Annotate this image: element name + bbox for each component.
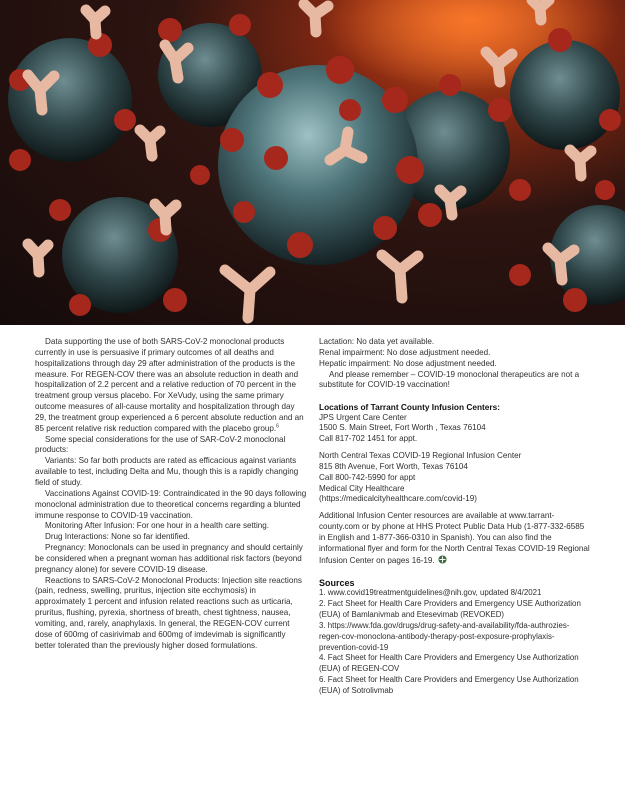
lactation-line: Lactation: No data yet available. xyxy=(319,337,435,346)
source-item: 1. www.covid19treatmentguidelines@nih.gov, updated 8/4/2021 xyxy=(319,588,542,598)
left-column xyxy=(35,337,307,651)
source-item: 3. https://www.fda.gov/drugs/drug-safety-and-availability/fda-authrozies-regen-cov-monoclona-antibody-therapy-post-exposure-prophylaxis-prevention-covid-19 xyxy=(319,620,570,652)
considerations-intro: Some special considerations for the use of SAR-CoV-2 monoclonal products: xyxy=(35,434,286,455)
drug-interactions-paragraph: Drug Interactions: None so far identified. xyxy=(45,532,190,542)
vaccinations-paragraph: Vaccinations Against COVID-19: Contraindicated in the 90 days following monoclonal administration due to theoretical concerns regarding a blunted immune response to COVID-19 vaccination. xyxy=(35,488,307,520)
coronavirus-antibody-illustration xyxy=(0,0,625,325)
right-column xyxy=(319,337,591,697)
jps-name: JPS Urgent Care Center xyxy=(319,412,407,422)
renal-line: Renal impairment: No dose adjustment needed. xyxy=(319,347,491,357)
sources-heading: Sources xyxy=(319,577,355,588)
source-item: 2. Fact Sheet for Health Care Providers and Emergency USE Authorization (EUA) of Bamlanivmab and Etesevimab (REVOKED) xyxy=(319,599,581,620)
efficacy-paragraph: Data supporting the use of both SARS-CoV-2 monoclonal products currently in use is persuasive if primary outcomes of all deaths and hospitalizations through day 29 after administration of the products is the measure. For REGEN-COV there was an absolute reduction in death and hospitalization of 2.2 percent and a relative reduction of 70 percent in the treatment group versus placebo. For XeVudy, using the same primary outcome measures of all-cause mortality and hospitalization through day 29, the treatment group experienced a 6 percent absolute reduction and an 85 percent relative risk reduction compared with the placebo group.$^6$ xyxy=(35,337,304,433)
ncts-address: 815 8th Avenue, Fort Worth, Texas 76104 xyxy=(319,461,468,471)
ncts-name: North Central Texas COVID-19 Regional Infusion Center xyxy=(319,451,522,461)
locations-heading: Locations of Tarrant County Infusion Centers: xyxy=(319,401,500,412)
variants-paragraph: Variants: So far both products are rated as efficacious against variants available to test, including Delta and Mu, though this is a rapidly changing field of study. xyxy=(35,456,299,487)
source-item: 6. Fact Sheet for Health Care Providers and Emergency Use Authorization (EUA) of Sotrolivmab xyxy=(319,675,579,695)
ncts-phone: Call 800-742-5990 for appt xyxy=(319,472,416,482)
ncts-url: (https://medicalcityhealthcare.com/covid-19) xyxy=(319,494,477,504)
end-of-article-icon xyxy=(438,555,447,568)
hero-image xyxy=(0,0,625,325)
jps-phone: Call 817-702 1451 for appt. xyxy=(319,434,418,444)
source-item: 4. Fact Sheet for Health Care Providers and Emergency Use Authorization (EUA) of REGEN-COV xyxy=(319,653,579,674)
ncts-operator: Medical City Healthcare xyxy=(319,483,405,493)
footnote-6: 6 xyxy=(276,423,279,430)
reminder-paragraph: And please remember – COVID-19 monoclonal therapeutics are not a substitute for COVID-19 vaccination! xyxy=(319,369,580,390)
additional-resources-paragraph: Additional Infusion Center resources are available at www.tarrant-county.com or by phone at HHS Protect Public Data Hub (1-877-332-6585 in English and 1-877-366-0310 in Spanish). You can also find the informational flyer and form for the North Central Texas COVID-19 Regional Infusion Center on pages 16-19. xyxy=(319,511,591,567)
reactions-paragraph: Reactions to SARS-CoV-2 Monoclonal Products: Injection site reactions (pain, redness, swelling, pruritus, injection site ecchymosis) in approximately 1 percent and infusion related reactions such as urticaria, pruritus, flushing, pyrexia, shortness of breath, chest tightness, nausea, vomiting, and, rarely, anaphylaxis. In general, the REGEN-COV current dose of 600mg of casirivimab and 600mg of imdevimab is significantly better tolerated than the previously higher dosed formulations. xyxy=(35,575,302,650)
pregnancy-paragraph: Pregnancy: Monoclonals can be used in pregnancy and should certainly be considered when a pregnant woman has additional risk factors (beyond pregnancy alone) for severe COVID-19 disease. xyxy=(35,543,303,574)
jps-address: 1500 S. Main Street, Fort Worth , Texas 76104 xyxy=(319,423,486,433)
monitoring-paragraph: Monitoring After Infusion: For one hour in a health care setting. xyxy=(45,521,270,531)
hepatic-line: Hepatic impairment: No dose adjustment needed. xyxy=(319,358,497,368)
